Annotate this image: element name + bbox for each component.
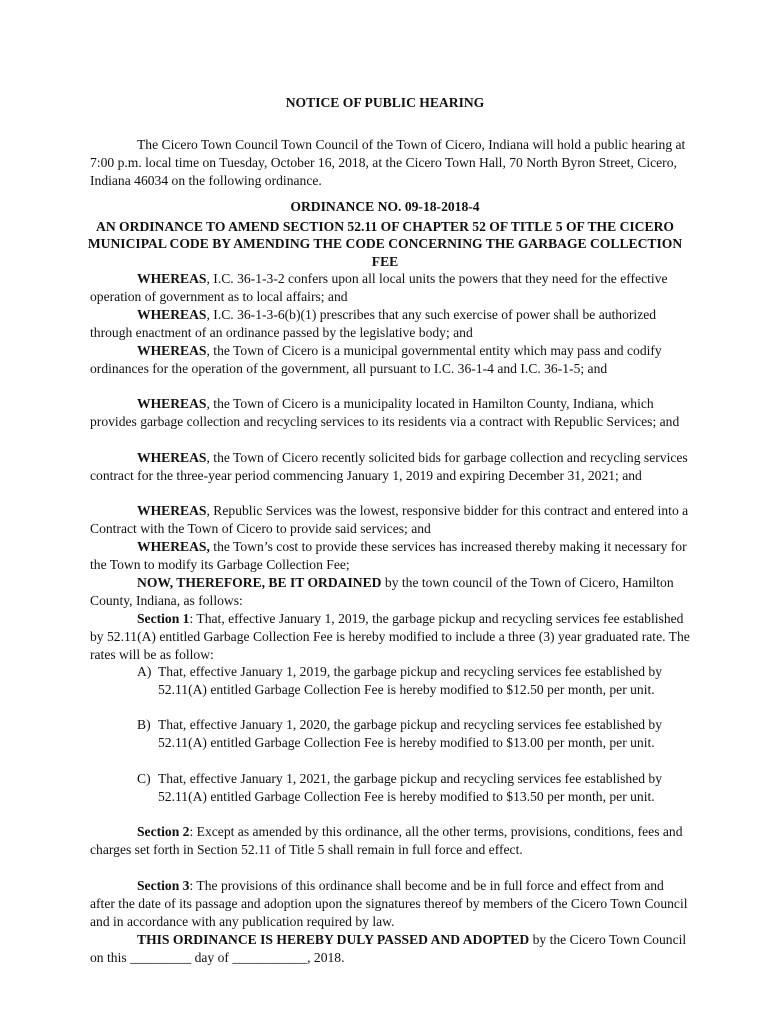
- now-therefore-text: by the town council of the Town of Cicero, Hamilton County, Indiana, as follows:: [90, 575, 674, 608]
- whereas-paragraph: [90, 342, 690, 378]
- whereas-lead: WHEREAS: [137, 343, 207, 358]
- rate-item-text: That, effective January 1, 2021, the garbage pickup and recycling services fee established by 52.11(A) entitled Garbage Collection Fee is hereby modified to $13.50 per month, per unit.: [158, 771, 663, 804]
- whereas-paragraph: [90, 395, 690, 431]
- whereas-lead: WHEREAS: [137, 396, 207, 411]
- section-1-paragraph: [90, 610, 690, 664]
- whereas-paragraph: [90, 502, 690, 538]
- whereas-lead: WHEREAS,: [137, 539, 210, 554]
- whereas-text: , Republic Services was the lowest, responsive bidder for this contract and entered into a Contract with the Town of Cicero to provide said services; and: [90, 503, 689, 536]
- section-3-lead: Section 3: [137, 878, 190, 893]
- now-therefore-lead: NOW, THEREFORE, BE IT ORDAINED: [137, 575, 382, 590]
- intro-paragraph: The Cicero Town Council Town Council of the Town of Cicero, Indiana will hold a public hearing at 7:00 p.m. local time on Tuesday, October 16, 2018, at the Cicero Town Hall, 70 North Byron Street, Cicero, Indiana 46034 on the following ordinance.: [90, 137, 686, 188]
- section-3-paragraph: [90, 877, 690, 931]
- rate-item-text: That, effective January 1, 2019, the garbage pickup and recycling services fee established by 52.11(A) entitled Garbage Collection Fee is hereby modified to $12.50 per month, per unit.: [158, 664, 663, 697]
- adoption-paragraph: [90, 931, 690, 967]
- section-1-text: : That, effective January 1, 2019, the garbage pickup and recycling services fee established by 52.11(A) entitled Garbage Collection Fee is hereby modified to include a three (3) year graduated rate. The rates will be as follow:: [90, 611, 690, 662]
- rate-item-marker: B): [137, 717, 151, 732]
- whereas-lead: WHEREAS: [137, 271, 207, 286]
- ordinance-number: ORDINANCE NO. 09-18-2018-4: [290, 199, 480, 214]
- rate-item-marker: A): [137, 664, 152, 679]
- section-1-lead: Section 1: [137, 611, 190, 626]
- ordinance-title: AN ORDINANCE TO AMEND SECTION 52.11 OF CHAPTER 52 OF TITLE 5 OF THE CICERO MUNICIPAL CODE BY AMENDING THE CODE CONCERNING THE GARBAGE COLLECTION FEE: [87, 219, 683, 269]
- rate-item-marker: C): [137, 771, 151, 786]
- rate-item: [137, 770, 687, 806]
- adoption-text: by the Cicero Town Council on this _________ day of ___________, 2018.: [90, 932, 687, 965]
- rate-item: [137, 716, 687, 752]
- whereas-text: , I.C. 36-1-3-6(b)(1) prescribes that any such exercise of power shall be authorized through enactment of an ordinance passed by the legislative body; and: [90, 307, 657, 340]
- whereas-lead: WHEREAS: [137, 503, 207, 518]
- rate-item-text: That, effective January 1, 2020, the garbage pickup and recycling services fee established by 52.11(A) entitled Garbage Collection Fee is hereby modified to $13.00 per month, per unit.: [158, 717, 663, 750]
- now-therefore-paragraph: [90, 574, 690, 610]
- section-2-paragraph: [90, 823, 690, 859]
- whereas-text: , I.C. 36-1-3-2 confers upon all local units the powers that they need for the effective operation of government as to local affairs; and: [90, 271, 668, 304]
- rate-item: [137, 663, 687, 699]
- whereas-paragraph: [90, 449, 690, 485]
- whereas-text: , the Town of Cicero recently solicited bids for garbage collection and recycling services contract for the three-year period commencing January 1, 2019 and expiring December 31, 2021; and: [90, 450, 688, 483]
- whereas-paragraph: [90, 538, 690, 574]
- section-2-text: : Except as amended by this ordinance, all the other terms, provisions, conditions, fees and charges set forth in Section 52.11 of Title 5 shall remain in full force and effect.: [90, 824, 683, 857]
- whereas-paragraph: [90, 306, 690, 342]
- section-2-lead: Section 2: [137, 824, 190, 839]
- adoption-lead: THIS ORDINANCE IS HEREBY DULY PASSED AND ADOPTED: [137, 932, 530, 947]
- whereas-paragraph: [90, 270, 690, 306]
- whereas-lead: WHEREAS: [137, 450, 207, 465]
- section-3-text: : The provisions of this ordinance shall become and be in full force and effect from and after the date of its passage and adoption upon the signatures thereof by members of the Cicero Town Council and in accordance with any publication required by law.: [90, 878, 688, 929]
- whereas-text: , the Town of Cicero is a municipal governmental entity which may pass and codify ordinances for the operation of the government, all pursuant to I.C. 36-1-4 and I.C. 36-1-5; and: [90, 343, 662, 376]
- whereas-lead: WHEREAS: [137, 307, 207, 322]
- whereas-text: the Town’s cost to provide these services has increased thereby making it necessary for the Town to modify its Garbage Collection Fee;: [90, 539, 687, 572]
- notice-title: NOTICE OF PUBLIC HEARING: [285, 95, 485, 110]
- whereas-text: , the Town of Cicero is a municipality located in Hamilton County, Indiana, which provides garbage collection and recycling services to its residents via a contract with Republic Services; and: [90, 396, 680, 429]
